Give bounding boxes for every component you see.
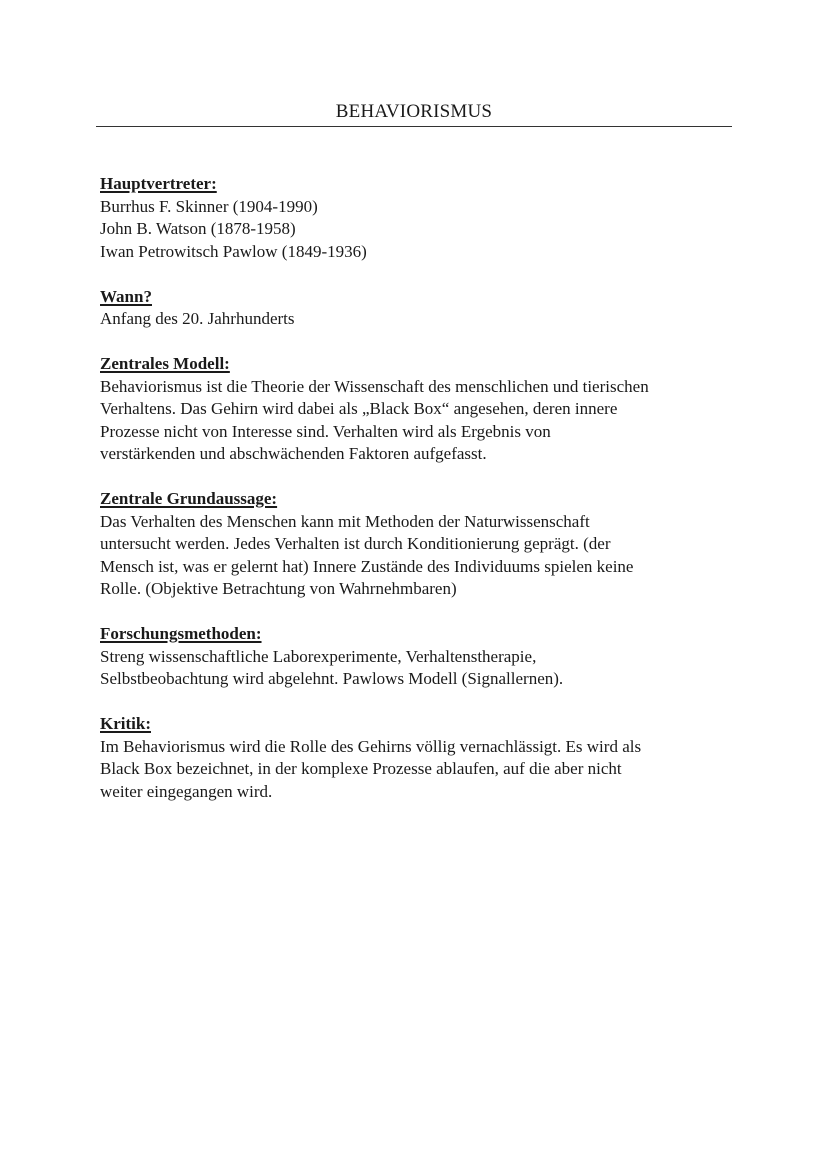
text-line: John B. Watson (1878-1958): [100, 219, 296, 238]
section-heading: Hauptvertreter:: [100, 174, 217, 193]
title-underline-rule: [96, 126, 732, 127]
text-line: Im Behaviorismus wird die Rolle des Gehirns völlig vernachlässigt. Es wird als: [100, 736, 642, 756]
text-line: Anfang des 20. Jahrhunderts: [100, 309, 295, 328]
section-hauptvertreter: [100, 173, 740, 263]
text-line: Prozesse nicht von Interesse sind. Verhalten wird als Ergebnis von: [100, 421, 551, 441]
document-body: [100, 173, 740, 826]
section-heading: Wann?: [100, 286, 152, 306]
text-line: Rolle. (Objektive Betrachtung von Wahrnehmbaren): [100, 579, 457, 598]
section-forschungsmethoden: [100, 623, 740, 691]
section-kritik: [100, 713, 740, 803]
text-line: Selbstbeobachtung wird abgelehnt. Pawlows Modell (Signallernen).: [100, 669, 564, 688]
document-title: BEHAVIORISMUS: [335, 101, 493, 122]
section-heading: Kritik:: [100, 714, 151, 733]
section-zentrales-modell: [100, 353, 740, 466]
text-line: untersucht werden. Jedes Verhalten ist durch Konditionierung geprägt. (der: [100, 534, 611, 553]
text-line: Black Box bezeichnet, in der komplexe Prozesse ablaufen, auf die aber nicht: [100, 759, 622, 778]
text-line: Das Verhalten des Menschen kann mit Methoden der Naturwissenschaft: [100, 511, 590, 531]
text-line: Burrhus F. Skinner (1904-1990): [100, 196, 318, 216]
text-line: Streng wissenschaftliche Laborexperimente, Verhaltenstherapie,: [100, 646, 537, 666]
text-line: Iwan Petrowitsch Pawlow (1849-1936): [100, 241, 367, 261]
section-heading: Zentrale Grundaussage:: [100, 489, 278, 508]
text-line: Behaviorismus ist die Theorie der Wissenschaft des menschlichen und tierischen: [100, 376, 649, 396]
text-line: Mensch ist, was er gelernt hat) Innere Zustände des Individuums spielen keine: [100, 556, 634, 576]
section-zentrale-grundaussage: [100, 488, 740, 601]
text-line: verstärkenden und abschwächenden Faktoren aufgefasst.: [100, 444, 487, 463]
section-wann: [100, 286, 740, 331]
text-line: weiter eingegangen wird.: [100, 781, 273, 801]
section-heading: Zentrales Modell:: [100, 354, 230, 373]
section-heading: Forschungsmethoden:: [100, 624, 262, 643]
text-line: Verhaltens. Das Gehirn wird dabei als „Black Box“ angesehen, deren innere: [100, 399, 618, 418]
